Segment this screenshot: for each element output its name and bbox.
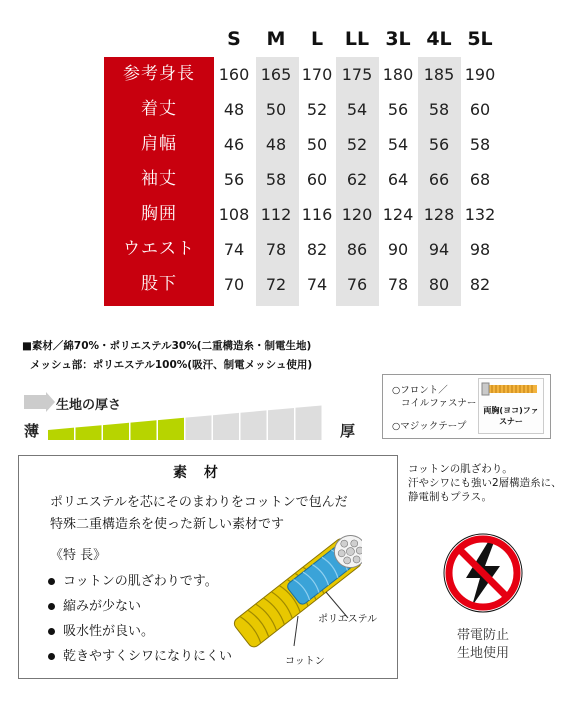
table-cell: 54 <box>387 135 409 154</box>
label-cotton: コットン <box>285 656 325 667</box>
feature-item-text: 乾きやすくシワになりにくい <box>63 649 233 664</box>
table-cell: 60 <box>306 170 328 189</box>
thickness-thick-label: 厚 <box>340 422 356 440</box>
thickness-segment <box>131 420 157 440</box>
table-cell: 90 <box>387 240 409 259</box>
table-cell: 86 <box>346 240 368 259</box>
thickness-segment <box>296 405 322 440</box>
table-cell: 78 <box>265 240 287 259</box>
table-cell: 56 <box>387 100 409 119</box>
table-cell: 72 <box>265 275 287 294</box>
feature-desc-2: 特殊二重構造糸を使った新しい素材です <box>50 517 285 532</box>
yarn-structure-icon <box>232 532 362 652</box>
size-header-l: L <box>310 28 324 50</box>
table-cell: 56 <box>428 135 450 154</box>
table-cell: 74 <box>223 240 245 259</box>
table-cell: 165 <box>260 65 292 84</box>
table-cell: 58 <box>265 170 287 189</box>
table-cell: 170 <box>301 65 333 84</box>
thickness-segment <box>268 408 294 440</box>
size-header-s: S <box>227 28 241 50</box>
option-coil-zipper: コイルファスナー <box>401 398 477 409</box>
row-label-height: 参考身長 <box>123 64 195 84</box>
table-cell: 124 <box>382 205 414 224</box>
table-cell: 108 <box>218 205 250 224</box>
option-velcro: ○マジックテープ <box>392 421 467 432</box>
table-cell: 50 <box>306 135 328 154</box>
table-cell: 76 <box>346 275 368 294</box>
feature-item-text: コットンの肌ざわりです。 <box>63 574 218 589</box>
thickness-segment <box>103 423 129 440</box>
size-header-3l: 3L <box>385 28 411 50</box>
size-header-ll: LL <box>344 28 370 50</box>
bullet-icon <box>48 578 55 585</box>
table-cell: 52 <box>306 100 328 119</box>
row-label-waist: ウエスト <box>123 239 195 259</box>
feature-item <box>48 570 218 589</box>
table-cell: 74 <box>306 275 328 294</box>
table-cell: 56 <box>223 170 245 189</box>
table-cell: 190 <box>464 65 496 84</box>
zipper-pocket-icon <box>478 378 544 434</box>
table-cell: 50 <box>265 100 287 119</box>
antistatic-label-1: 帯電防止 <box>456 628 509 643</box>
table-cell: 116 <box>301 205 333 224</box>
material-line-main: ■素材／綿70%・ポリエステル30%(二重構造糸・制電生地) <box>22 340 312 352</box>
note-line-1: コットンの肌ざわり。 <box>408 463 513 475</box>
table-cell: 58 <box>469 135 491 154</box>
feature-item <box>48 620 154 639</box>
material-line-mesh: メッシュ部：ポリエステル100%(吸汗、制電メッシュ使用) <box>30 359 313 371</box>
table-cell: 66 <box>428 170 450 189</box>
bullet-icon <box>48 653 55 660</box>
size-header-4l: 4L <box>426 28 452 50</box>
feature-item <box>48 645 232 664</box>
option-front: ○フロント／ <box>392 385 448 396</box>
table-cell: 132 <box>464 205 496 224</box>
thickness-segment <box>158 418 184 440</box>
bullet-icon <box>48 603 55 610</box>
table-cell: 70 <box>223 275 245 294</box>
table-cell: 68 <box>469 170 491 189</box>
table-cell: 112 <box>260 205 292 224</box>
thickness-segment <box>213 413 239 440</box>
thickness-thin-label: 薄 <box>24 422 40 440</box>
thickness-segment <box>76 425 102 440</box>
table-cell: 48 <box>265 135 287 154</box>
antistatic-label-2: 生地使用 <box>456 646 509 661</box>
row-label-chest: 胸囲 <box>141 204 177 224</box>
table-cell: 160 <box>218 65 250 84</box>
table-cell: 54 <box>346 100 368 119</box>
table-cell: 46 <box>223 135 245 154</box>
feature-item-text: 縮みが少ない <box>63 599 142 614</box>
table-cell: 175 <box>341 65 373 84</box>
antistatic-icon <box>440 530 526 616</box>
row-label-length: 着丈 <box>141 99 177 119</box>
feature-item <box>48 595 141 614</box>
row-label-shoulder: 肩幅 <box>141 134 177 154</box>
table-cell: 94 <box>428 240 450 259</box>
table-cell: 82 <box>469 275 491 294</box>
size-header-m: M <box>266 28 286 50</box>
table-cell: 98 <box>469 240 491 259</box>
table-cell: 120 <box>341 205 373 224</box>
table-cell: 78 <box>387 275 409 294</box>
label-polyester: ポリエステル <box>318 614 378 625</box>
thickness-segment <box>48 428 74 440</box>
table-cell: 48 <box>223 100 245 119</box>
thickness-title: 生地の厚さ <box>56 398 122 413</box>
option-chest-zipper: 両胸(ヨコ)ファスナー <box>483 406 539 426</box>
table-cell: 82 <box>306 240 328 259</box>
size-header-5l: 5L <box>467 28 493 50</box>
feature-heading: 《特 長》 <box>50 548 107 563</box>
thickness-segment <box>186 415 212 440</box>
table-cell: 80 <box>428 275 450 294</box>
feature-title: 素 材 <box>173 465 224 481</box>
row-label-sleeve: 袖丈 <box>141 169 177 189</box>
table-cell: 58 <box>428 100 450 119</box>
thickness-segment <box>241 410 267 440</box>
feature-desc-1: ポリエステルを芯にそのまわりをコットンで包んだ <box>50 495 348 510</box>
bullet-icon <box>48 628 55 635</box>
table-cell: 52 <box>346 135 368 154</box>
note-line-2: 汗やシワにも強い2層構造糸に、 <box>408 477 562 489</box>
table-cell: 128 <box>423 205 455 224</box>
table-cell: 185 <box>423 65 455 84</box>
table-cell: 64 <box>387 170 409 189</box>
note-line-3: 静電制もプラス。 <box>408 491 492 503</box>
table-cell: 180 <box>382 65 414 84</box>
table-cell: 60 <box>469 100 491 119</box>
table-cell: 62 <box>346 170 368 189</box>
thickness-bar <box>48 404 338 440</box>
feature-item-text: 吸水性が良い。 <box>63 624 155 639</box>
zipper-teeth-icon <box>479 381 543 405</box>
row-label-inseam: 股下 <box>141 274 177 294</box>
